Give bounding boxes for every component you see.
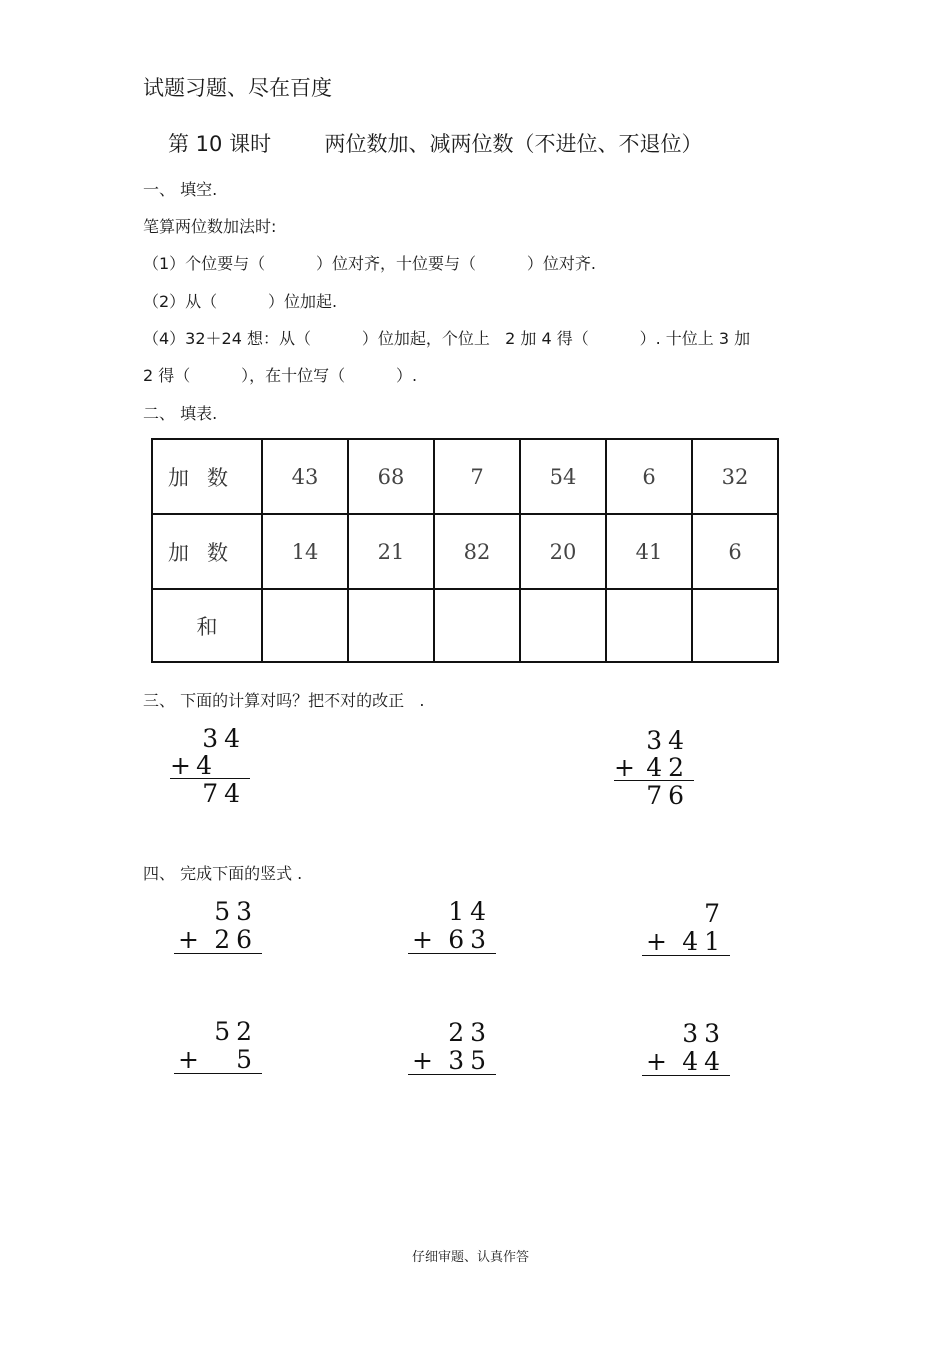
table-cell: 41	[606, 514, 692, 589]
check-problem-1	[170, 724, 250, 808]
check-problem-2	[614, 726, 694, 810]
bottom-number: 35	[448, 1046, 492, 1075]
top-number: 33	[682, 1019, 726, 1048]
answer-line	[642, 1075, 730, 1076]
sum-blank-cell	[348, 589, 434, 662]
question-4-line-2: 2 得（ ），在十位写（ ）.	[143, 366, 418, 385]
sum-blank-cell	[692, 589, 778, 662]
top-number: 23	[448, 1018, 492, 1047]
bottom-number: 41	[682, 927, 726, 956]
table-cell: 32	[692, 439, 778, 514]
plus-sign: +	[170, 751, 191, 780]
page-header: 试题习题、尽在百度	[143, 76, 332, 100]
table-cell: 68	[348, 439, 434, 514]
section-1-heading: 一、 填空.	[143, 180, 218, 199]
bottom-number: 44	[682, 1047, 726, 1076]
table-cell: 7	[434, 439, 520, 514]
top-number: 7	[704, 899, 726, 928]
row-label: 加数	[152, 439, 262, 514]
question-2: （2）从（ ）位加起.	[143, 292, 338, 311]
sum-blank-cell	[606, 589, 692, 662]
plus-sign: +	[614, 753, 635, 782]
result-number: 74	[202, 779, 246, 808]
bottom-number: 42	[646, 753, 690, 782]
sum-blank-cell	[262, 589, 348, 662]
section-4-heading: 四、 完成下面的竖式 .	[143, 864, 303, 883]
row-label: 加数	[152, 514, 262, 589]
question-1: （1）个位要与（ ）位对齐，十位要与（ ）位对齐.	[143, 254, 596, 273]
bottom-number: 4	[196, 751, 218, 780]
vertical-problem-4	[174, 1017, 262, 1077]
bottom-number: 5	[236, 1045, 258, 1074]
vertical-problem-5	[408, 1018, 496, 1078]
table-cell: 82	[434, 514, 520, 589]
table-row-sum	[152, 589, 778, 662]
answer-line	[174, 953, 262, 954]
table-cell: 6	[606, 439, 692, 514]
sum-blank-cell	[434, 589, 520, 662]
section-2-heading: 二、 填表.	[143, 404, 218, 423]
plus-sign: +	[646, 1047, 667, 1076]
question-4-line-1: （4）32＋24 想：从（ ）位加起，个位上 2 加 4 得（ ）. 十位上 3 加	[143, 329, 751, 348]
table-cell: 20	[520, 514, 606, 589]
table-row-addend-2	[152, 514, 778, 589]
plus-sign: +	[178, 925, 199, 954]
table-row-addend-1	[152, 439, 778, 514]
page-footer: 仔细审题、认真作答	[412, 1250, 530, 1265]
plus-sign: +	[646, 927, 667, 956]
vertical-problem-1	[174, 897, 262, 957]
bottom-number: 63	[448, 925, 492, 954]
plus-sign: +	[412, 1046, 433, 1075]
plus-sign: +	[412, 925, 433, 954]
table-cell: 43	[262, 439, 348, 514]
section-3-heading: 三、 下面的计算对吗？把不对的改正 .	[143, 691, 425, 710]
table-cell: 54	[520, 439, 606, 514]
lesson-title: 第 10 课时 两位数加、减两位数（不进位、不退位）	[168, 132, 703, 156]
table-cell: 21	[348, 514, 434, 589]
top-number: 34	[202, 724, 246, 753]
top-number: 52	[214, 1017, 258, 1046]
bottom-number: 26	[214, 925, 258, 954]
vertical-problem-3	[642, 899, 730, 959]
plus-sign: +	[178, 1045, 199, 1074]
section-1-intro: 笔算两位数加法时:	[143, 217, 277, 236]
addition-table	[151, 438, 779, 663]
answer-line	[408, 1074, 496, 1075]
top-number: 34	[646, 726, 690, 755]
table-cell: 14	[262, 514, 348, 589]
vertical-problem-2	[408, 897, 496, 957]
top-number: 53	[214, 897, 258, 926]
row-label: 和	[152, 589, 262, 662]
vertical-problem-6	[642, 1019, 730, 1079]
sum-blank-cell	[520, 589, 606, 662]
answer-line	[174, 1073, 262, 1074]
top-number: 14	[448, 897, 492, 926]
answer-line	[642, 955, 730, 956]
table-cell: 6	[692, 514, 778, 589]
answer-line	[408, 953, 496, 954]
result-number: 76	[646, 781, 690, 810]
